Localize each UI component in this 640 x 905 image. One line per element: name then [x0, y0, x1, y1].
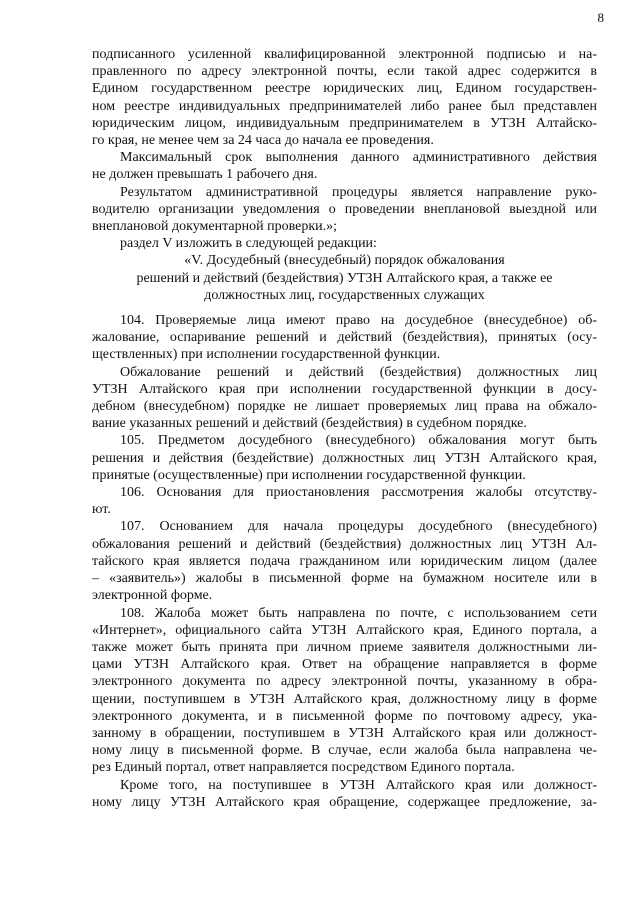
text-line: также может быть принята при личном приеме заявителя должностными ли- — [92, 639, 597, 655]
text-line: водителю организации уведомления о проведении внеплановой выездной или — [92, 201, 597, 217]
text-line: Максимальный срок выполнения данного административного действия — [120, 150, 597, 166]
paragraph-gap — [92, 304, 597, 312]
text-line: жалование, оспаривание решений и действий (бездействия), принятых (осу- — [92, 330, 597, 346]
text-line: – «заявитель») жалобы в письменной форме на бумажном носителе или в — [92, 571, 597, 587]
section-heading-line: решений и действий (бездействия) УТЗН Алтайского края, а также ее — [136, 270, 553, 286]
text-line: ном реестре индивидуальных предпринимателей либо ранее был представлен — [92, 98, 597, 114]
text-line: электронной форме. — [92, 588, 213, 604]
text-line: решения и действия (бездействие) должностных лиц УТЗН Алтайского края, — [92, 450, 597, 466]
text-line: ному лицу в письменной форме. В случае, если жалоба была направлена че- — [92, 743, 597, 759]
text-line: 107. Основанием для начала процедуры досудебного (внесудебного) — [120, 519, 597, 535]
text-line: ному лицу УТЗН Алтайского края обращение, содержащее предложение, за- — [92, 794, 597, 810]
text-line: го края, не менее чем за 24 часа до начала ее проведения. — [92, 133, 434, 149]
text-line: УТЗН Алтайского края при исполнении государственной функции в досу- — [92, 381, 597, 397]
text-line: обжалования решений и действий (бездействия) должностных лиц УТЗН Ал- — [92, 536, 597, 552]
text-line: юридическим лицом, индивидуальным предпринимателем в УТЗН Алтайско- — [92, 115, 597, 131]
text-line: Едином государственном реестре юридических лиц, Едином государствен- — [92, 81, 597, 97]
section-heading-line: должностных лиц, государственных служащих — [204, 287, 485, 303]
page-number: 8 — [597, 10, 604, 25]
text-line: Результатом административной процедуры является направление руко- — [120, 184, 597, 200]
text-line: ют. — [92, 502, 111, 518]
text-line: цами УТЗН Алтайского края. Ответ на обращение направляется в форме — [92, 657, 597, 673]
text-line: «Интернет», официального сайта УТЗН Алтайского края, Единого портала, а — [92, 622, 597, 638]
text-line: ществленных) при исполнении государственной функции. — [92, 347, 441, 363]
text-line: щении, поступившем в УТЗН Алтайского края, должностному лицу в форме — [92, 691, 597, 707]
text-line: 105. Предметом досудебного (внесудебного) обжалования могут быть — [120, 433, 597, 449]
text-line: электронного документа, и в письменной форме по почтовому адресу, ука- — [92, 708, 597, 724]
document-body — [92, 46, 597, 811]
text-line: 108. Жалоба может быть направлена по почте, с использованием сети — [120, 605, 597, 621]
text-line: раздел V изложить в следующей редакции: — [120, 236, 377, 252]
text-line: правленного по адресу электронной почты, если такой адрес содержится в — [92, 64, 597, 80]
text-line: принятые (осуществленные) при исполнении государственной функции. — [92, 467, 526, 483]
text-line: дебном (внесудебном) порядке не лишает проверяемых лиц права на обжало- — [92, 399, 597, 415]
text-line: 104. Проверяемые лица имеют право на досудебное (внесудебное) об- — [120, 313, 597, 329]
text-line: занному в обращении, поступившем в УТЗН Алтайского края или должност- — [92, 725, 597, 741]
text-line: Кроме того, на поступившее в УТЗН Алтайского края или должност- — [120, 777, 597, 793]
text-line: не должен превышать 1 рабочего дня. — [92, 167, 318, 183]
text-line: внеплановой документарной проверки.»; — [92, 219, 338, 235]
text-line: 106. Основания для приостановления рассмотрения жалобы отсутству- — [120, 485, 597, 501]
text-line: электронного документа по адресу электронной почты, указанному в обра- — [92, 674, 597, 690]
text-line: подписанного усиленной квалифицированной электронной подписью и на- — [92, 47, 597, 62]
text-line: вание указанных решений и действий (бездействия) в судебном порядке. — [92, 416, 527, 432]
text-line: тайского края является подача гражданином или юридическим лицом (далее — [92, 553, 597, 569]
section-heading-line: «V. Досудебный (внесудебный) порядок обжалования — [184, 253, 505, 269]
text-line: Обжалование решений и действий (бездействия) должностных лиц — [120, 364, 597, 380]
text-line: рез Единый портал, ответ направляется посредством Единого портала. — [92, 760, 515, 776]
